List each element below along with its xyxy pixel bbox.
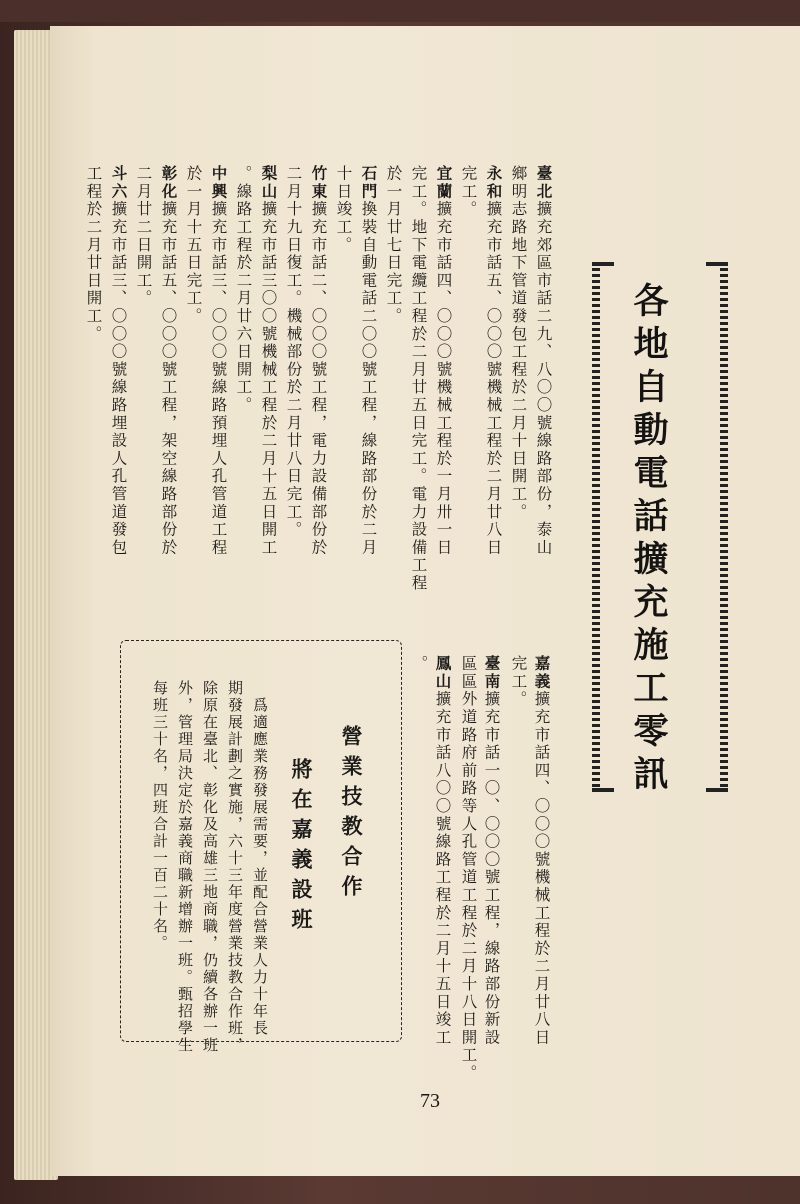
place-name: 竹東 bbox=[309, 165, 329, 201]
place-name: 嘉義 bbox=[532, 655, 552, 691]
place-name: 彰化 bbox=[159, 165, 179, 201]
column-text: 。 bbox=[410, 655, 429, 673]
title-frame bbox=[592, 262, 742, 798]
column-text: 擴充市話三〇〇號機械工程於二月十五日開工 bbox=[259, 200, 278, 557]
column-text: 擴充市話八〇〇號線路工程於二月十五日竣工 bbox=[433, 690, 452, 1047]
body-column bbox=[185, 165, 201, 325]
column-text: 完工。地下電纜工程於二月廿五日完工。電力設備工程 bbox=[409, 165, 428, 593]
body-column bbox=[435, 165, 452, 557]
body-column bbox=[483, 655, 500, 1047]
column-text: 擴充市話一〇、〇〇〇號工程，線路部份新設 bbox=[482, 690, 501, 1047]
column-text: 區區外道路府前路等人孔管道工程於二月十八日開工。 bbox=[459, 655, 478, 1083]
place-name: 永和 bbox=[484, 165, 504, 201]
column-text: 擴充市話五、〇〇〇號機械工程於二月廿八日 bbox=[484, 200, 503, 557]
body-column bbox=[135, 165, 151, 307]
body-column bbox=[510, 655, 526, 708]
body-column bbox=[535, 165, 552, 557]
body-column bbox=[335, 165, 351, 254]
column-text: 二月廿二日開工。 bbox=[134, 165, 153, 308]
title-frame-tick bbox=[706, 788, 728, 792]
body-column bbox=[110, 165, 127, 557]
title-frame-tick bbox=[592, 788, 614, 792]
notice-line: 期發展計劃之實施，六十三年度營業技教合作班， bbox=[226, 680, 244, 1054]
column-text: 擴充市話五、〇〇〇號工程，架空線路部份於 bbox=[159, 200, 178, 557]
column-text: 於一月廿七日完工。 bbox=[384, 165, 403, 326]
body-column bbox=[260, 165, 277, 557]
notice-line: 除原在臺北、彰化及高雄三地商職，仍續各辦一班 bbox=[201, 680, 219, 1054]
column-text: 擴充郊區市話二九、八〇〇號線路部份，泰山 bbox=[534, 200, 553, 557]
body-column bbox=[235, 165, 251, 414]
body-column bbox=[533, 655, 550, 1047]
body-column bbox=[510, 165, 526, 521]
body-column bbox=[310, 165, 327, 557]
body-column bbox=[485, 165, 502, 557]
body-column bbox=[85, 165, 101, 343]
body-column bbox=[385, 165, 401, 325]
title-frame-tick bbox=[706, 262, 728, 266]
place-name: 臺北 bbox=[534, 165, 554, 201]
notice-line: 外，管理局決定於嘉義商職新增辦一班。甄招學生 bbox=[176, 680, 194, 1054]
place-name: 梨山 bbox=[259, 165, 279, 201]
body-column bbox=[411, 655, 427, 673]
place-name: 中興 bbox=[209, 165, 229, 201]
column-text: 擴充市話四、〇〇〇號機械工程於二月廿八日 bbox=[532, 690, 551, 1047]
article-title: 各地自動電話擴充施工零訊 bbox=[628, 282, 668, 798]
place-name: 宜蘭 bbox=[434, 165, 454, 201]
body-column bbox=[160, 165, 177, 557]
body-column bbox=[285, 165, 301, 539]
column-text: 工程於二月廿日開工。 bbox=[84, 165, 103, 343]
body-column bbox=[410, 165, 426, 592]
place-name: 鳳山 bbox=[433, 655, 453, 691]
column-text: 完工。 bbox=[459, 165, 478, 219]
body-column bbox=[210, 165, 227, 557]
place-name: 石門 bbox=[359, 165, 379, 201]
body-column bbox=[434, 655, 451, 1047]
title-frame-right-rule bbox=[720, 262, 728, 792]
notice-title-right: 營業技教合作 bbox=[339, 725, 363, 905]
page-number: 73 bbox=[420, 1090, 440, 1112]
title-frame-left-rule bbox=[592, 262, 600, 792]
place-name: 臺南 bbox=[482, 655, 502, 691]
column-text: 完工。 bbox=[509, 655, 528, 709]
column-text: 擴充市話三、〇〇〇號線路預埋人孔管道工程 bbox=[209, 200, 228, 557]
body-column bbox=[360, 165, 377, 557]
body-column bbox=[460, 655, 476, 1082]
column-text: 鄉明志路地下管道發包工程於二月十日開工。 bbox=[509, 165, 528, 521]
column-text: 擴充市話四、〇〇〇號機械工程於一月卅一日 bbox=[434, 200, 453, 557]
column-text: 。線路工程於二月廿六日開工。 bbox=[234, 165, 253, 415]
column-text: 於一月十五日完工。 bbox=[184, 165, 203, 326]
title-frame-tick bbox=[592, 262, 614, 266]
column-text: 換裝自動電話二〇〇號工程，線路部份於二月 bbox=[359, 200, 378, 557]
bleed-through-text bbox=[610, 181, 615, 201]
column-text: 擴充市話三、〇〇〇號線路埋設人孔管道發包 bbox=[109, 200, 128, 557]
notice-line: 爲適應業務發展需要，並配合營業人力十年長 bbox=[251, 697, 269, 1037]
notice-line: 每班三十名，四班合計一百二十名。 bbox=[151, 680, 169, 952]
column-text: 二月十九日復工。機械部份於二月廿八日完工。 bbox=[284, 165, 303, 539]
place-name: 斗六 bbox=[109, 165, 129, 201]
body-column bbox=[460, 165, 476, 218]
notice-title-left: 將在嘉義設班 bbox=[289, 758, 313, 938]
column-text: 擴充市話二、〇〇〇號工程，電力設備部份於 bbox=[309, 200, 328, 557]
column-text: 十日竣工。 bbox=[334, 165, 353, 254]
